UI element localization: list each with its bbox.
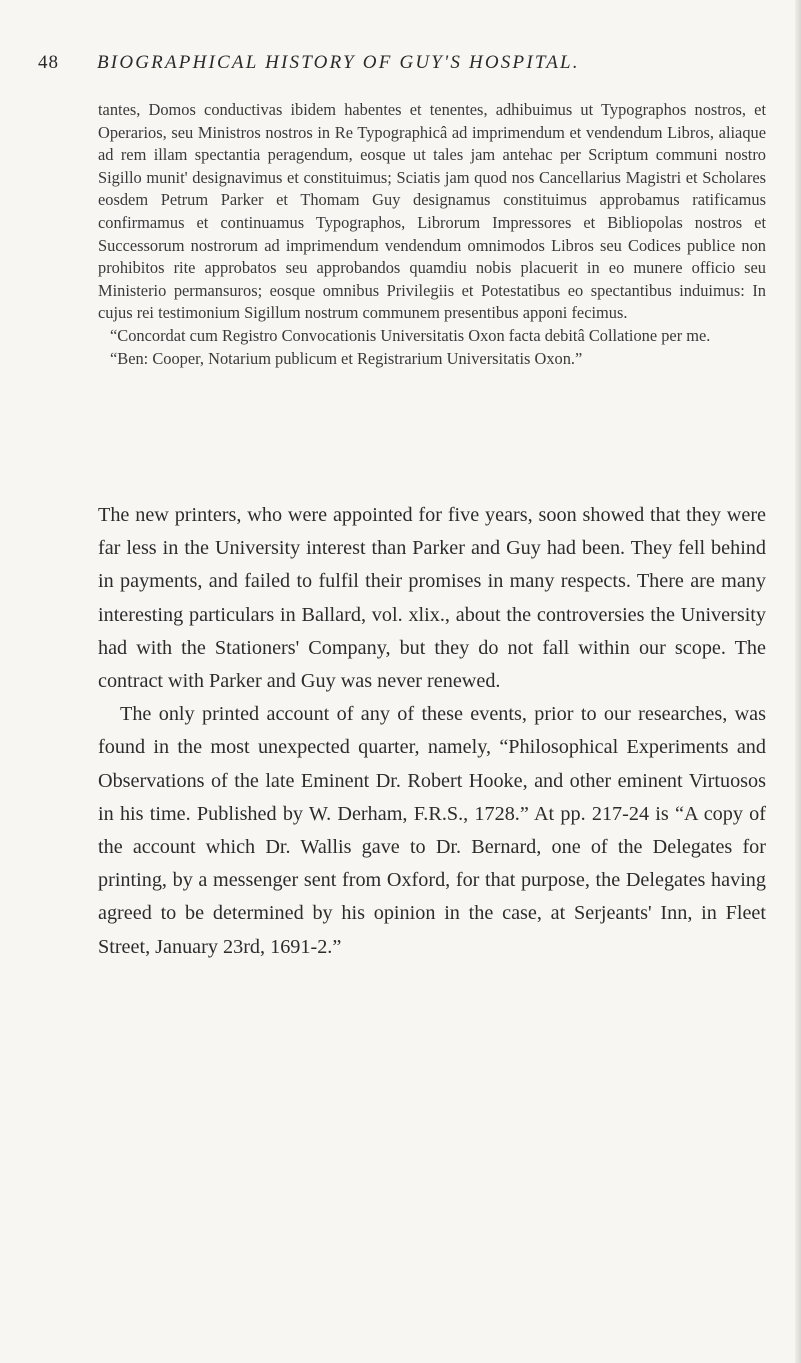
page-header (38, 52, 768, 82)
latin-quotation (98, 99, 766, 370)
body-paragraph: The new printers, who were appointed for five years, soon showed that they were far less in the University interest than Parker and Guy had been. They fell behind in payments, and failed to fulfil their promises in many respects. There are many interesting particulars in Ballard, vol. xlix., about the controversies the University had with the Stationers' Company, but they do not fall within our scope. The contract with Parker and Guy was never renewed. (98, 504, 766, 693)
quotation-paragraph: “Concordat cum Registro Convocationis Universitatis Oxon facta debitâ Collatione per me. (110, 325, 711, 345)
page-number: 48 (38, 52, 59, 73)
running-title: BIOGRAPHICAL HISTORY OF GUY'S HOSPITAL. (97, 52, 580, 73)
quotation-paragraph: tantes, Domos conductivas ibidem habentes et tenentes, adhibuimus ut Typographos nostros, et Operarios, seu Ministros nostros in Re Typographicâ ad imprimendum et vendendum Libros, aliaque ad rem illam spectantia peragendum, eosque ut tales jam antehac per Scriptum communi nostro Sigillo munit' designavimus et constituimus; Sciatis jam quod nos Cancellarius Magistri et Scholares eosdem Petrum Parker et Thomam Guy designamus constituimus approbamus ratificamus confirmamus et continuamus Typographos, Librorum Impressores et Bibliopolas nostros et Successorum nostrorum ad imprimendum vendendum omnimodos Libros seu Codices publice non prohibitos rite approbatos seu approbandos quamdiu nobis placuerit in eo munere officio seu Ministerio permansuros; eosque omnibus Privilegiis et Potestatibus eo spectantibus induimus: In cujus rei testimonium Sigillum nostrum communem presentibus apponi fecimus. (98, 100, 766, 323)
main-text (98, 499, 766, 964)
quotation-paragraph: “Ben: Cooper, Notarium publicum et Registrarium Universitatis Oxon.” (110, 348, 583, 368)
page-edge (795, 0, 801, 1363)
body-paragraph: The only printed account of any of these events, prior to our researches, was found in the most unexpected quarter, namely, “Philosophical Experiments and Observations of the late Eminent Dr. Robert Hooke, and other eminent Virtuosos in his time. Published by W. Derham, F.R.S., 1728.” At pp. 217-24 is “A copy of the account which Dr. Wallis gave to Dr. Bernard, one of the Delegates for printing, by a messenger sent from Oxford, for that purpose, the Delegates having agreed to be determined by his opinion in the case, at Serjeants' Inn, in Fleet Street, January 23rd, 1691-2.” (98, 703, 766, 958)
